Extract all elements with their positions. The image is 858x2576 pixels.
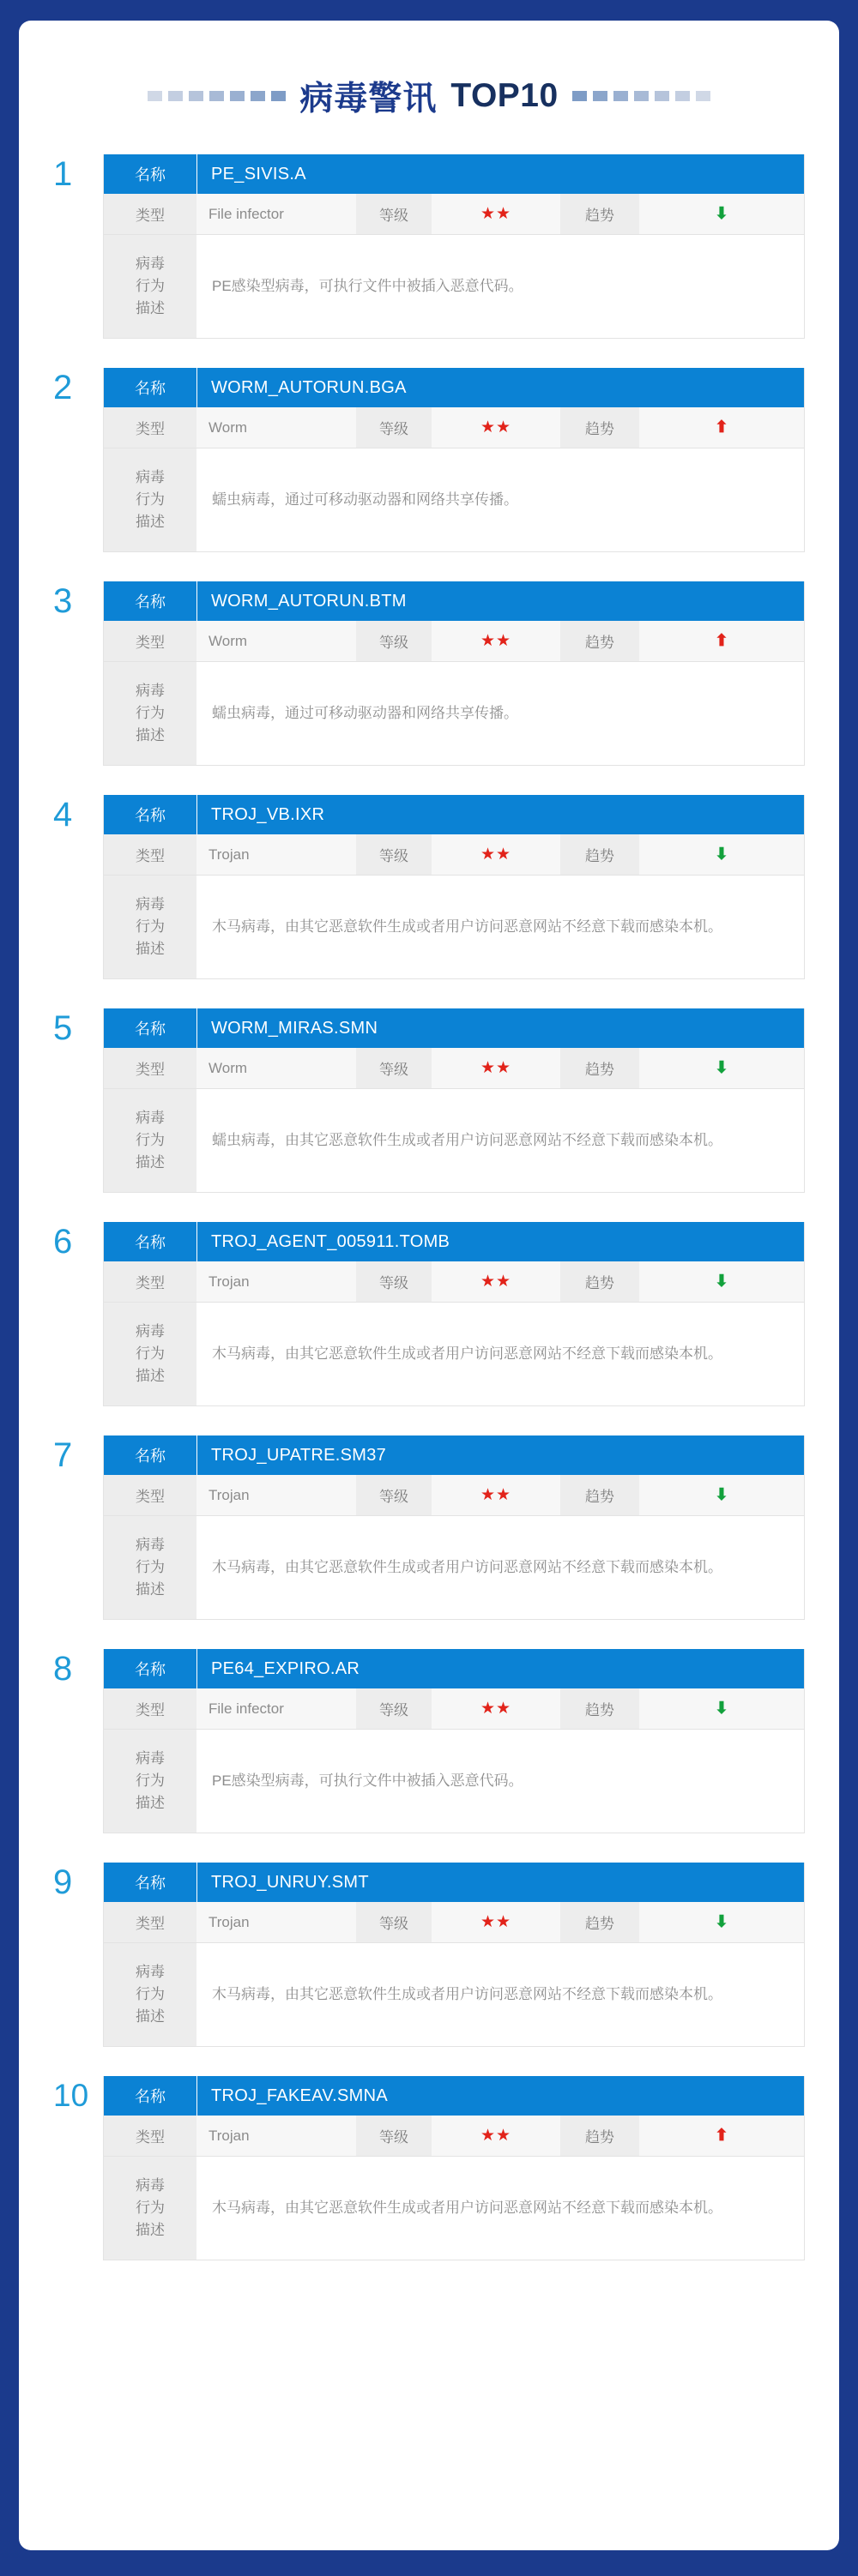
name-label: 名称 — [104, 154, 196, 194]
trend-arrow-icon: ⬆ — [639, 407, 804, 448]
virus-name[interactable]: WORM_MIRAS.SMN — [196, 1008, 804, 1048]
rank-number: 1 — [53, 155, 73, 193]
dash-icon — [655, 91, 669, 101]
rank-number: 8 — [53, 1650, 73, 1688]
level-label: 等级 — [356, 1475, 432, 1515]
description-label-line2: 行为 — [136, 1773, 165, 1789]
name-label: 名称 — [104, 1863, 196, 1902]
dash-icon — [168, 91, 183, 101]
meta-row — [104, 1688, 804, 1730]
type-label: 类型 — [104, 1475, 196, 1515]
description-text: 蠕虫病毒，通过可移动驱动器和网络共享传播。 — [196, 662, 804, 765]
name-row — [104, 1222, 804, 1261]
meta-row — [104, 194, 804, 235]
rank-number: 4 — [53, 796, 73, 834]
virus-entry — [53, 1008, 805, 1193]
trend-label: 趋势 — [560, 1902, 639, 1942]
virus-name[interactable]: WORM_AUTORUN.BTM — [196, 581, 804, 621]
description-label-line3: 描述 — [136, 300, 165, 316]
name-label: 名称 — [104, 581, 196, 621]
type-value: Trojan — [196, 1475, 356, 1515]
description-label-line2: 行为 — [136, 705, 165, 721]
trend-label: 趋势 — [560, 194, 639, 234]
type-value: Trojan — [196, 1261, 356, 1302]
description-label — [104, 235, 196, 338]
virus-card — [103, 1435, 805, 1620]
description-label-line3: 描述 — [136, 1581, 165, 1598]
trend-arrow-icon: ⬇ — [639, 834, 804, 875]
virus-entry — [53, 1435, 805, 1620]
type-label: 类型 — [104, 194, 196, 234]
level-stars: ★★ — [432, 194, 560, 234]
dash-icon — [209, 91, 224, 101]
dash-icon — [696, 91, 710, 101]
type-value: Trojan — [196, 2116, 356, 2156]
trend-arrow-icon: ⬆ — [639, 2116, 804, 2156]
level-label: 等级 — [356, 407, 432, 448]
description-label-line1: 病毒 — [136, 2177, 165, 2194]
trend-label: 趋势 — [560, 2116, 639, 2156]
type-value: Worm — [196, 1048, 356, 1088]
virus-card — [103, 1649, 805, 1833]
description-label-line1: 病毒 — [136, 1110, 165, 1126]
description-label — [104, 662, 196, 765]
meta-row — [104, 2116, 804, 2157]
description-text: 木马病毒，由其它恶意软件生成或者用户访问恶意网站不经意下载而感染本机。 — [196, 1303, 804, 1405]
level-label: 等级 — [356, 1688, 432, 1729]
type-label: 类型 — [104, 1048, 196, 1088]
description-label — [104, 2157, 196, 2260]
name-row — [104, 1649, 804, 1688]
virus-entry — [53, 1649, 805, 1833]
description-label — [104, 448, 196, 551]
virus-name[interactable]: PE_SIVIS.A — [196, 154, 804, 194]
virus-entry — [53, 1863, 805, 2047]
description-text: PE感染型病毒，可执行文件中被插入恶意代码。 — [196, 1730, 804, 1833]
description-row — [104, 2157, 804, 2260]
type-value: Worm — [196, 407, 356, 448]
description-text: PE感染型病毒，可执行文件中被插入恶意代码。 — [196, 235, 804, 338]
description-label-line1: 病毒 — [136, 1537, 165, 1553]
virus-name[interactable]: TROJ_AGENT_005911.TOMB — [196, 1222, 804, 1261]
rank-number: 3 — [53, 582, 73, 620]
level-label: 等级 — [356, 621, 432, 661]
description-text: 木马病毒，由其它恶意软件生成或者用户访问恶意网站不经意下载而感染本机。 — [196, 1516, 804, 1619]
description-label-line2: 行为 — [136, 491, 165, 508]
virus-entry — [53, 581, 805, 766]
rank-number: 5 — [53, 1009, 73, 1047]
description-label-line3: 描述 — [136, 727, 165, 743]
description-label-line1: 病毒 — [136, 256, 165, 272]
virus-entry — [53, 795, 805, 979]
trend-label: 趋势 — [560, 1048, 639, 1088]
description-label-line2: 行为 — [136, 278, 165, 294]
virus-entry — [53, 2076, 805, 2260]
description-row — [104, 1730, 804, 1833]
dash-icon — [230, 91, 245, 101]
type-label: 类型 — [104, 1261, 196, 1302]
content-sheet — [19, 21, 839, 2550]
name-row — [104, 2076, 804, 2116]
name-label: 名称 — [104, 368, 196, 407]
level-label: 等级 — [356, 2116, 432, 2156]
description-label-line1: 病毒 — [136, 896, 165, 912]
trend-label: 趋势 — [560, 621, 639, 661]
dash-icon — [572, 91, 587, 101]
description-row — [104, 448, 804, 551]
meta-row — [104, 1475, 804, 1516]
virus-name[interactable]: TROJ_UNRUY.SMT — [196, 1863, 804, 1902]
description-text: 木马病毒，由其它恶意软件生成或者用户访问恶意网站不经意下载而感染本机。 — [196, 1943, 804, 2046]
virus-entry — [53, 154, 805, 339]
description-label-line3: 描述 — [136, 1368, 165, 1384]
type-label: 类型 — [104, 1688, 196, 1729]
description-row — [104, 1516, 804, 1619]
level-stars: ★★ — [432, 1902, 560, 1942]
description-label-line3: 描述 — [136, 514, 165, 530]
name-label: 名称 — [104, 1222, 196, 1261]
virus-entry — [53, 1222, 805, 1406]
dash-icon — [613, 91, 628, 101]
type-value: File infector — [196, 1688, 356, 1729]
type-label: 类型 — [104, 407, 196, 448]
level-label: 等级 — [356, 194, 432, 234]
trend-label: 趋势 — [560, 1475, 639, 1515]
meta-row — [104, 1902, 804, 1943]
dash-icon — [189, 91, 203, 101]
description-row — [104, 1089, 804, 1192]
level-stars: ★★ — [432, 834, 560, 875]
level-stars: ★★ — [432, 2116, 560, 2156]
page-title: 病毒警讯 — [299, 81, 438, 117]
rank-number: 6 — [53, 1223, 73, 1261]
trend-arrow-icon: ⬇ — [639, 1902, 804, 1942]
description-label-line2: 行为 — [136, 1559, 165, 1575]
meta-row — [104, 834, 804, 876]
level-label: 等级 — [356, 1048, 432, 1088]
description-label-line2: 行为 — [136, 1132, 165, 1148]
meta-row — [104, 407, 804, 448]
rank-number: 7 — [53, 1436, 73, 1474]
dash-icon — [593, 91, 607, 101]
description-label-line3: 描述 — [136, 2222, 165, 2238]
virus-name[interactable]: WORM_AUTORUN.BGA — [196, 368, 804, 407]
description-label-line1: 病毒 — [136, 1750, 165, 1766]
virus-card — [103, 1008, 805, 1193]
level-stars: ★★ — [432, 1048, 560, 1088]
name-row — [104, 368, 804, 407]
description-label — [104, 1516, 196, 1619]
description-label-line3: 描述 — [136, 1795, 165, 1811]
trend-arrow-icon: ⬇ — [639, 1261, 804, 1302]
virus-card — [103, 2076, 805, 2260]
trend-arrow-icon: ⬇ — [639, 1688, 804, 1729]
name-row — [104, 1863, 804, 1902]
description-row — [104, 1943, 804, 2046]
virus-name[interactable]: TROJ_UPATRE.SM37 — [196, 1435, 804, 1475]
virus-card — [103, 795, 805, 979]
dash-icon — [148, 91, 162, 101]
description-label-line1: 病毒 — [136, 1323, 165, 1339]
type-label: 类型 — [104, 1902, 196, 1942]
description-label-line1: 病毒 — [136, 683, 165, 699]
rank-number: 9 — [53, 1863, 73, 1901]
level-stars: ★★ — [432, 621, 560, 661]
trend-arrow-icon: ⬇ — [639, 1475, 804, 1515]
description-text: 木马病毒，由其它恶意软件生成或者用户访问恶意网站不经意下载而感染本机。 — [196, 2157, 804, 2260]
page-header — [53, 72, 805, 120]
description-label-line3: 描述 — [136, 2008, 165, 2025]
name-row — [104, 1008, 804, 1048]
trend-label: 趋势 — [560, 1261, 639, 1302]
description-label-line1: 病毒 — [136, 469, 165, 485]
level-stars: ★★ — [432, 1261, 560, 1302]
description-label — [104, 1943, 196, 2046]
virus-card — [103, 1222, 805, 1406]
type-label: 类型 — [104, 621, 196, 661]
trend-label: 趋势 — [560, 407, 639, 448]
name-label: 名称 — [104, 2076, 196, 2116]
description-label-line2: 行为 — [136, 1345, 165, 1362]
description-text: 木马病毒，由其它恶意软件生成或者用户访问恶意网站不经意下载而感染本机。 — [196, 876, 804, 978]
virus-name[interactable]: TROJ_VB.IXR — [196, 795, 804, 834]
dash-icon — [634, 91, 649, 101]
virus-name[interactable]: TROJ_FAKEAV.SMNA — [196, 2076, 804, 2116]
page-title-suffix: TOP10 — [450, 77, 559, 114]
name-label: 名称 — [104, 795, 196, 834]
description-row — [104, 876, 804, 978]
dash-icon — [251, 91, 265, 101]
description-row — [104, 1303, 804, 1405]
trend-label: 趋势 — [560, 834, 639, 875]
name-row — [104, 1435, 804, 1475]
virus-card — [103, 154, 805, 339]
level-label: 等级 — [356, 1261, 432, 1302]
right-dash-ornament — [572, 91, 710, 101]
description-label — [104, 876, 196, 978]
type-value: Trojan — [196, 1902, 356, 1942]
name-label: 名称 — [104, 1008, 196, 1048]
description-text: 蠕虫病毒，由其它恶意软件生成或者用户访问恶意网站不经意下载而感染本机。 — [196, 1089, 804, 1192]
name-row — [104, 154, 804, 194]
dash-icon — [675, 91, 690, 101]
virus-card — [103, 1863, 805, 2047]
virus-entry — [53, 368, 805, 552]
name-row — [104, 795, 804, 834]
description-text: 蠕虫病毒，通过可移动驱动器和网络共享传播。 — [196, 448, 804, 551]
description-label — [104, 1089, 196, 1192]
left-dash-ornament — [148, 91, 286, 101]
trend-label: 趋势 — [560, 1688, 639, 1729]
description-label — [104, 1303, 196, 1405]
trend-arrow-icon: ⬆ — [639, 621, 804, 661]
meta-row — [104, 1261, 804, 1303]
description-row — [104, 235, 804, 338]
type-value: Trojan — [196, 834, 356, 875]
type-label: 类型 — [104, 834, 196, 875]
virus-card — [103, 581, 805, 766]
description-label-line2: 行为 — [136, 918, 165, 935]
rank-number: 2 — [53, 369, 73, 406]
rank-number: 10 — [53, 2078, 89, 2113]
description-label-line1: 病毒 — [136, 1964, 165, 1980]
trend-arrow-icon: ⬇ — [639, 194, 804, 234]
level-label: 等级 — [356, 834, 432, 875]
level-stars: ★★ — [432, 1475, 560, 1515]
meta-row — [104, 1048, 804, 1089]
type-value: Worm — [196, 621, 356, 661]
dash-icon — [271, 91, 286, 101]
level-stars: ★★ — [432, 407, 560, 448]
type-label: 类型 — [104, 2116, 196, 2156]
trend-arrow-icon: ⬇ — [639, 1048, 804, 1088]
virus-card — [103, 368, 805, 552]
virus-list — [53, 154, 805, 2260]
name-row — [104, 581, 804, 621]
description-label-line2: 行为 — [136, 2200, 165, 2216]
description-label-line3: 描述 — [136, 1154, 165, 1171]
virus-name[interactable]: PE64_EXPIRO.AR — [196, 1649, 804, 1688]
description-label — [104, 1730, 196, 1833]
description-row — [104, 662, 804, 765]
meta-row — [104, 621, 804, 662]
name-label: 名称 — [104, 1435, 196, 1475]
level-label: 等级 — [356, 1902, 432, 1942]
type-value: File infector — [196, 194, 356, 234]
description-label-line3: 描述 — [136, 941, 165, 957]
name-label: 名称 — [104, 1649, 196, 1688]
description-label-line2: 行为 — [136, 1986, 165, 2002]
level-stars: ★★ — [432, 1688, 560, 1729]
